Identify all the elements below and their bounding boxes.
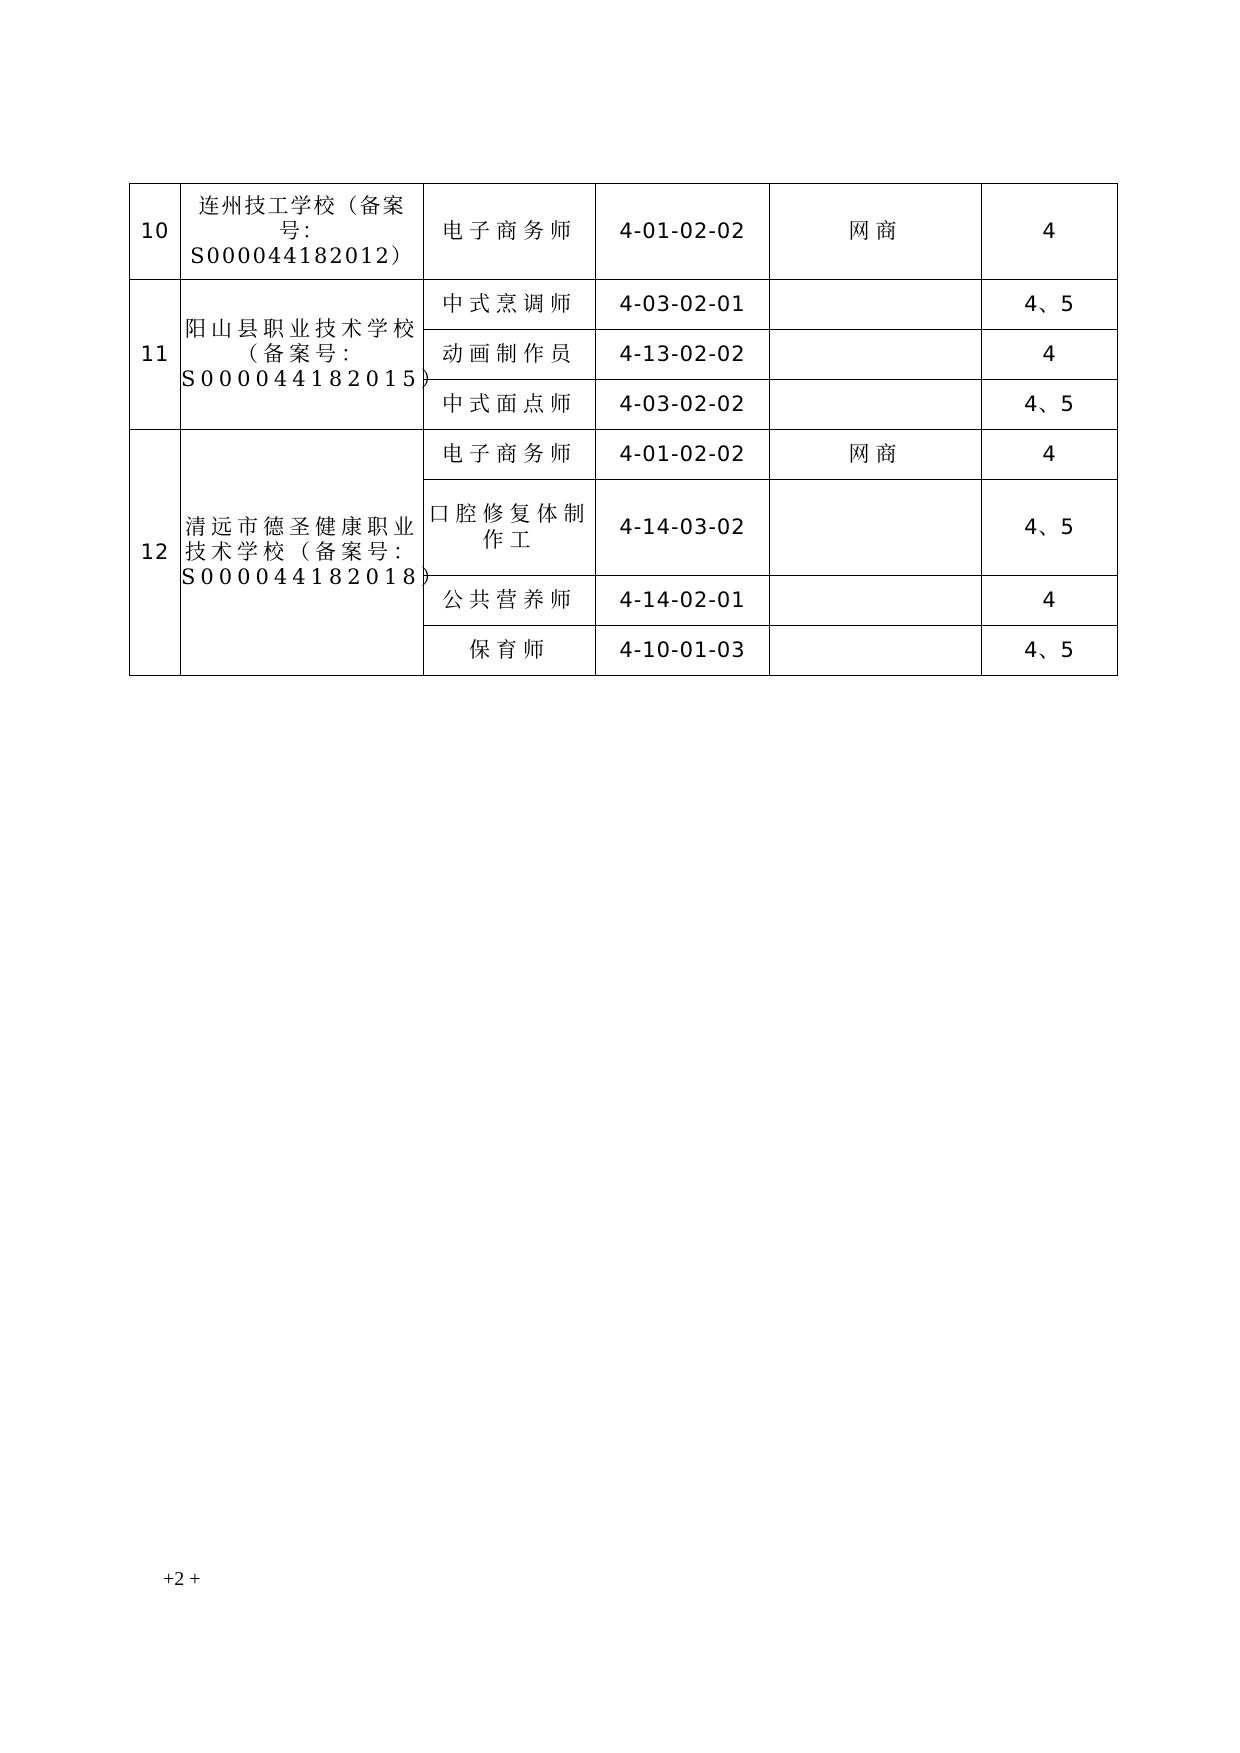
job-level: 4、5 (982, 480, 1118, 576)
job-direction (770, 626, 982, 676)
job-direction: 网商 (770, 430, 982, 480)
job-name: 电子商务师 (424, 430, 596, 480)
job-level: 4 (982, 184, 1118, 280)
school-name: 连州技工学校（备案号：S000044182012） (181, 184, 424, 280)
institution-table (129, 183, 1118, 676)
job-direction (770, 576, 982, 626)
job-code: 4-14-03-02 (596, 480, 770, 576)
row-number: 10 (130, 184, 181, 280)
job-code: 4-13-02-02 (596, 330, 770, 380)
table-row (130, 280, 1118, 330)
job-name: 动画制作员 (424, 330, 596, 380)
job-name: 保育师 (424, 626, 596, 676)
job-direction (770, 280, 982, 330)
row-number: 11 (130, 280, 181, 430)
job-code: 4-03-02-02 (596, 380, 770, 430)
school-name: 清远市德圣健康职业技术学校（备案号：S000044182018） (181, 430, 424, 676)
job-code: 4-14-02-01 (596, 576, 770, 626)
job-name: 口腔修复体制作工 (424, 480, 596, 576)
job-level: 4、5 (982, 280, 1118, 330)
school-name: 阳山县职业技术学校（备案号：S000044182015） (181, 280, 424, 430)
job-name: 中式面点师 (424, 380, 596, 430)
job-code: 4-03-02-01 (596, 280, 770, 330)
job-name: 公共营养师 (424, 576, 596, 626)
job-name: 中式烹调师 (424, 280, 596, 330)
job-level: 4、5 (982, 380, 1118, 430)
page-number: +2 + (163, 1568, 201, 1590)
job-code: 4-01-02-02 (596, 430, 770, 480)
job-direction (770, 330, 982, 380)
table-row (130, 184, 1118, 280)
job-code: 4-01-02-02 (596, 184, 770, 280)
job-level: 4 (982, 576, 1118, 626)
job-level: 4 (982, 430, 1118, 480)
job-level: 4、5 (982, 626, 1118, 676)
row-number: 12 (130, 430, 181, 676)
table-row (130, 430, 1118, 480)
job-level: 4 (982, 330, 1118, 380)
job-name: 电子商务师 (424, 184, 596, 280)
job-direction (770, 480, 982, 576)
job-direction (770, 380, 982, 430)
job-code: 4-10-01-03 (596, 626, 770, 676)
job-direction: 网商 (770, 184, 982, 280)
